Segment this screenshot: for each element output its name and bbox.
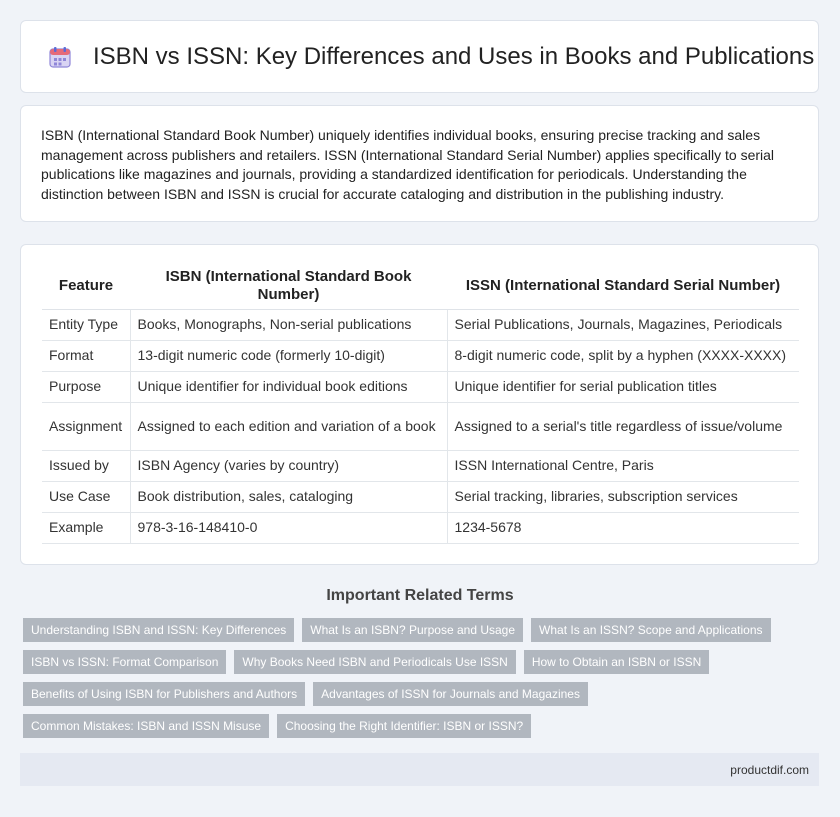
table-row xyxy=(42,340,799,371)
table-row xyxy=(42,512,799,543)
related-term-tag[interactable]: Understanding ISBN and ISSN: Key Differences xyxy=(23,618,294,642)
table-row xyxy=(42,450,799,481)
table-cell: 1234-5678 xyxy=(447,512,799,543)
table-row xyxy=(42,309,799,340)
table-cell: Book distribution, sales, cataloging xyxy=(130,481,447,512)
related-term-tag[interactable]: Choosing the Right Identifier: ISBN or ISSN? xyxy=(277,714,531,738)
table-header-row xyxy=(42,265,799,309)
comparison-table-card xyxy=(20,244,819,565)
table-cell: Use Case xyxy=(42,481,130,512)
related-term-tag[interactable]: What Is an ISSN? Scope and Applications xyxy=(531,618,770,642)
header-issn: ISSN (International Standard Serial Number) xyxy=(447,265,799,309)
related-term-tag[interactable]: How to Obtain an ISBN or ISSN xyxy=(524,650,709,674)
related-term-tag[interactable]: Advantages of ISSN for Journals and Magazines xyxy=(313,682,588,706)
table-row xyxy=(42,402,799,450)
table-cell: Purpose xyxy=(42,371,130,402)
table-cell: Example xyxy=(42,512,130,543)
related-term-tag[interactable]: Benefits of Using ISBN for Publishers and Authors xyxy=(23,682,305,706)
table-cell: 978-3-16-148410-0 xyxy=(130,512,447,543)
table-cell: Assigned to a serial's title regardless of issue/volume xyxy=(447,402,799,450)
table-cell: Unique identifier for serial publication titles xyxy=(447,371,799,402)
table-cell: Issued by xyxy=(42,450,130,481)
table-cell: ISSN International Centre, Paris xyxy=(447,450,799,481)
table-cell: Entity Type xyxy=(42,309,130,340)
related-term-tag[interactable]: What Is an ISBN? Purpose and Usage xyxy=(302,618,523,642)
table-cell: Assignment xyxy=(42,402,130,450)
table-row xyxy=(42,481,799,512)
related-term-tag[interactable]: ISBN vs ISSN: Format Comparison xyxy=(23,650,226,674)
table-cell: Serial Publications, Journals, Magazines, Periodicals xyxy=(447,309,799,340)
intro-card xyxy=(20,105,819,222)
intro-paragraph: ISBN (International Standard Book Number) uniquely identifies individual books, ensuring precise tracking and sales management across publishers and retailers. ISSN (International Standard Serial Number) applies specifically to serial publications like magazines and journals, providing a standardized identification for periodicals. Understanding the distinction between ISBN and ISSN is crucial for accurate cataloging and distribution in the publishing industry. xyxy=(41,127,775,202)
related-terms-title: Important Related Terms xyxy=(326,587,514,604)
table-cell: 8-digit numeric code, split by a hyphen (XXXX-XXXX) xyxy=(447,340,799,371)
footer xyxy=(20,753,819,786)
calendar-icon xyxy=(48,45,72,69)
header-card xyxy=(20,20,819,93)
header-isbn: ISBN (International Standard Book Number) xyxy=(130,265,447,309)
table-cell: 13-digit numeric code (formerly 10-digit) xyxy=(130,340,447,371)
page-title: ISBN vs ISSN: Key Differences and Uses in Books and Publications xyxy=(93,43,815,70)
comparison-table xyxy=(42,265,799,544)
table-cell: Assigned to each edition and variation of a book xyxy=(130,402,447,450)
related-term-tag[interactable]: Common Mistakes: ISBN and ISSN Misuse xyxy=(23,714,269,738)
table-cell: ISBN Agency (varies by country) xyxy=(130,450,447,481)
header-feature: Feature xyxy=(42,265,130,309)
table-cell: Unique identifier for individual book editions xyxy=(130,371,447,402)
table-cell: Format xyxy=(42,340,130,371)
footer-site-name[interactable]: productdif.com xyxy=(730,763,809,777)
table-cell: Books, Monographs, Non-serial publications xyxy=(130,309,447,340)
related-terms-tags xyxy=(23,618,813,746)
table-row xyxy=(42,371,799,402)
related-term-tag[interactable]: Why Books Need ISBN and Periodicals Use ISSN xyxy=(234,650,515,674)
table-cell: Serial tracking, libraries, subscription services xyxy=(447,481,799,512)
